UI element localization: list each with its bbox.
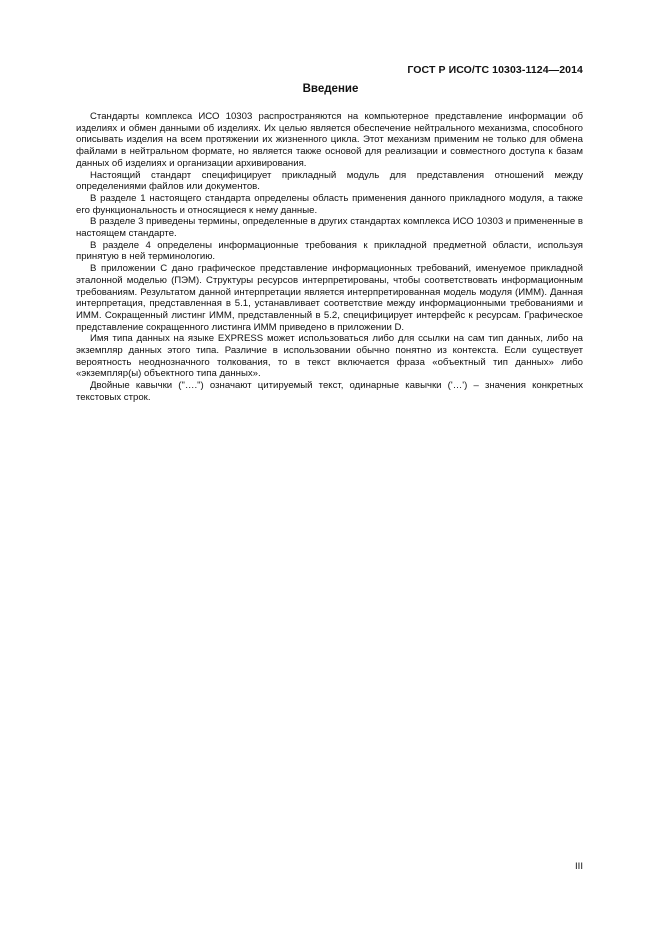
paragraph-express: Имя типа данных на языке EXPRESS может использоваться либо для ссылки на сам тип данных, либо на экземпляр данных этого типа. Различие в использовании обычно понятно из контекста. Если существует вероятность неоднозначного толкования, то в текст включается фраза «объектный тип данных» либо «экземпляр(ы) объектного типа данных».: [76, 333, 583, 380]
paragraph-scope: Настоящий стандарт специфицирует прикладный модуль для представления отношений между определениями файлов или документов.: [76, 169, 583, 193]
paragraph-quotes: Двойные кавычки ("….") означают цитируемый текст, одинарные кавычки ('…') – значения конкретных текстовых строк.: [76, 380, 583, 403]
page-number: III: [575, 861, 583, 872]
paragraph-section-4: В разделе 4 определены информационные требования к прикладной предметной области, используя принятую в ней терминологию.: [76, 239, 583, 263]
body-text: [76, 111, 583, 404]
paragraph-section-1: В разделе 1 настоящего стандарта определены область применения данного прикладного модуля, а также его функциональность и относящиеся к нему данные.: [76, 192, 583, 216]
section-title: Введение: [302, 83, 359, 95]
paragraph-intro: Стандарты комплекса ИСО 10303 распространяются на компьютерное представление информации об изделиях и обмен данными об изделиях. Их целью является обеспечение нейтрального механизма, способного описывать изделия на всем протяжении их жизненного цикла. Этот механизм применим не только для обмена файлами в нейтральном формате, но является также основой для реализации и совместного доступа к базам данных об изделиях и организации архивирования.: [76, 111, 583, 169]
paragraph-annex-c: В приложении С дано графическое представление информационных требований, именуемое прикладной эталонной моделью (ПЭМ). Структуры ресурсов интерпретированы, чтобы соответствовать информационным требованиям. Результатом данной интерпретации является интерпретированная модель модуля (ИММ). Данная интерпретация, представленная в 5.1, устанавливает соответствие между информационными требованиями и ИММ. Сокращенный листинг ИММ, представленный в 5.2, специфицирует интерфейс к ресурсам. Графическое представление сокращенного листинга ИММ приведено в приложении D.: [76, 263, 583, 333]
paragraph-section-3: В разделе 3 приведены термины, определенные в других стандартах комплекса ИСО 10303 и примененные в настоящем стандарте.: [76, 216, 583, 240]
document-code: ГОСТ Р ИСО/ТС 10303-1124—2014: [407, 64, 583, 76]
